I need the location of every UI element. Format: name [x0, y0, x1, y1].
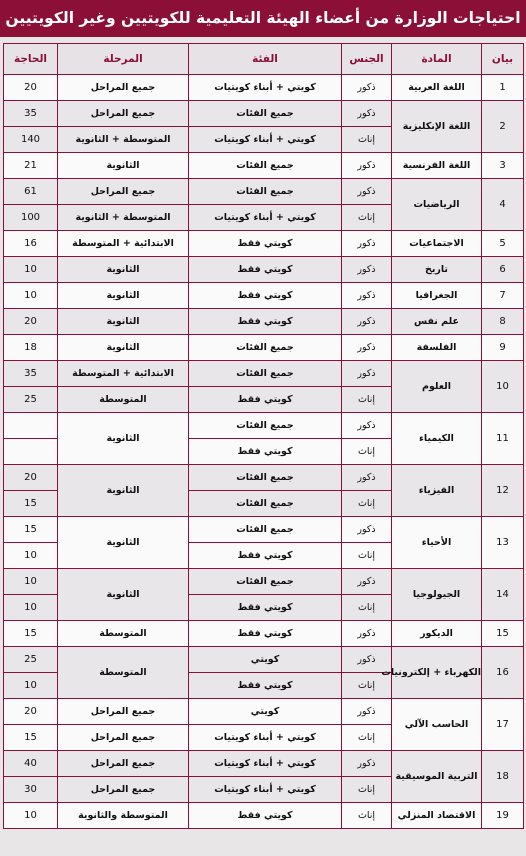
category-cell: جميع الفئات: [189, 335, 342, 361]
row-number: 11: [482, 413, 524, 465]
stage-cell: جميع المراحل: [58, 725, 189, 751]
table-row: [4, 517, 524, 543]
gender-cell: إناث: [342, 543, 392, 569]
table-row: [4, 335, 524, 361]
need-cell: 20: [4, 465, 58, 491]
need-cell: 35: [4, 101, 58, 127]
table-row: [4, 257, 524, 283]
need-cell: 25: [4, 387, 58, 413]
gender-cell: ذكور: [342, 699, 392, 725]
stage-cell: المتوسطة: [58, 621, 189, 647]
category-cell: كويتي فقط: [189, 543, 342, 569]
stage-cell: الثانوية: [58, 309, 189, 335]
need-cell: 10: [4, 595, 58, 621]
gender-cell: ذكور: [342, 621, 392, 647]
subject-cell: الجيولوجيا: [392, 569, 482, 621]
table-row: [4, 361, 524, 387]
table-row: [4, 75, 524, 101]
stage-cell: المتوسطة + الثانوية: [58, 205, 189, 231]
need-cell: 10: [4, 257, 58, 283]
need-cell: 15: [4, 725, 58, 751]
row-number: 9: [482, 335, 524, 361]
need-cell: 20: [4, 699, 58, 725]
table-row: [4, 309, 524, 335]
gender-cell: إناث: [342, 803, 392, 829]
need-cell: 100: [4, 205, 58, 231]
gender-cell: ذكور: [342, 517, 392, 543]
row-number: 13: [482, 517, 524, 569]
table-row: [4, 413, 524, 439]
gender-cell: ذكور: [342, 75, 392, 101]
subject-cell: الحاسب الآلي: [392, 699, 482, 751]
category-cell: جميع الفئات: [189, 465, 342, 491]
gender-cell: ذكور: [342, 361, 392, 387]
gender-cell: إناث: [342, 595, 392, 621]
need-cell: 10: [4, 673, 58, 699]
row-number: 6: [482, 257, 524, 283]
need-cell: [4, 413, 58, 439]
need-cell: 61: [4, 179, 58, 205]
row-number: 18: [482, 751, 524, 803]
gender-cell: إناث: [342, 777, 392, 803]
need-cell: 18: [4, 335, 58, 361]
need-cell: 15: [4, 621, 58, 647]
stage-cell: المتوسطة: [58, 647, 189, 699]
need-cell: 10: [4, 569, 58, 595]
subject-cell: الأحياء: [392, 517, 482, 569]
gender-cell: إناث: [342, 387, 392, 413]
need-cell: 35: [4, 361, 58, 387]
gender-cell: إناث: [342, 439, 392, 465]
category-cell: كويتي + أبناء كويتيات: [189, 75, 342, 101]
row-number: 19: [482, 803, 524, 829]
category-cell: كويتي فقط: [189, 803, 342, 829]
subject-cell: الرياضيات: [392, 179, 482, 231]
category-cell: كويتي فقط: [189, 309, 342, 335]
row-number: 15: [482, 621, 524, 647]
subject-cell: الكهرباء + إلكترونيات: [392, 647, 482, 699]
header-need: الحاجة: [4, 44, 58, 75]
need-cell: 10: [4, 283, 58, 309]
need-cell: 21: [4, 153, 58, 179]
gender-cell: ذكور: [342, 257, 392, 283]
gender-cell: ذكور: [342, 231, 392, 257]
table-row: [4, 179, 524, 205]
category-cell: كويتي + أبناء كويتيات: [189, 777, 342, 803]
need-cell: 15: [4, 517, 58, 543]
table-title: احتياجات الوزارة من أعضاء الهيئة التعليمية للكويتيين وغير الكويتيين: [0, 0, 526, 37]
need-cell: 10: [4, 803, 58, 829]
gender-cell: ذكور: [342, 647, 392, 673]
table-row: [4, 101, 524, 127]
stage-cell: الثانوية: [58, 413, 189, 465]
table-row: [4, 153, 524, 179]
table-row: [4, 699, 524, 725]
category-cell: كويتي فقط: [189, 283, 342, 309]
gender-cell: ذكور: [342, 179, 392, 205]
gender-cell: ذكور: [342, 335, 392, 361]
table-row: [4, 751, 524, 777]
subject-cell: الاجتماعيات: [392, 231, 482, 257]
needs-table: [3, 43, 524, 829]
need-cell: 15: [4, 491, 58, 517]
table-row: [4, 465, 524, 491]
subject-cell: الفلسفة: [392, 335, 482, 361]
gender-cell: ذكور: [342, 413, 392, 439]
table-row: [4, 621, 524, 647]
gender-cell: ذكور: [342, 153, 392, 179]
need-cell: 25: [4, 647, 58, 673]
gender-cell: ذكور: [342, 309, 392, 335]
subject-cell: علم نفس: [392, 309, 482, 335]
header-no: بيان: [482, 44, 524, 75]
need-cell: 30: [4, 777, 58, 803]
subject-cell: العلوم: [392, 361, 482, 413]
need-cell: [4, 439, 58, 465]
gender-cell: إناث: [342, 491, 392, 517]
header-stage: المرحلة: [58, 44, 189, 75]
category-cell: كويتي: [189, 647, 342, 673]
category-cell: كويتي + أبناء كويتيات: [189, 725, 342, 751]
category-cell: جميع الفئات: [189, 361, 342, 387]
table-row: [4, 283, 524, 309]
stage-cell: الابتدائية + المتوسطة: [58, 361, 189, 387]
row-number: 1: [482, 75, 524, 101]
row-number: 14: [482, 569, 524, 621]
category-cell: كويتي فقط: [189, 595, 342, 621]
stage-cell: الثانوية: [58, 465, 189, 517]
header-category: الفئة: [189, 44, 342, 75]
row-number: 2: [482, 101, 524, 153]
stage-cell: المتوسطة + الثانوية: [58, 127, 189, 153]
subject-cell: اللغة الإنكليزية: [392, 101, 482, 153]
need-cell: 10: [4, 543, 58, 569]
stage-cell: المتوسطة: [58, 387, 189, 413]
row-number: 7: [482, 283, 524, 309]
category-cell: جميع الفئات: [189, 517, 342, 543]
subject-cell: الكيمياء: [392, 413, 482, 465]
need-cell: 40: [4, 751, 58, 777]
row-number: 8: [482, 309, 524, 335]
category-cell: كويتي فقط: [189, 621, 342, 647]
subject-cell: اللغة الفرنسية: [392, 153, 482, 179]
category-cell: كويتي + أبناء كويتيات: [189, 751, 342, 777]
gender-cell: إناث: [342, 725, 392, 751]
stage-cell: الابتدائية + المتوسطة: [58, 231, 189, 257]
category-cell: جميع الفئات: [189, 101, 342, 127]
category-cell: جميع الفئات: [189, 153, 342, 179]
category-cell: جميع الفئات: [189, 569, 342, 595]
gender-cell: ذكور: [342, 465, 392, 491]
stage-cell: الثانوية: [58, 569, 189, 621]
stage-cell: جميع المراحل: [58, 699, 189, 725]
row-number: 17: [482, 699, 524, 751]
category-cell: كويتي + أبناء كويتيات: [189, 127, 342, 153]
table-row: [4, 569, 524, 595]
need-cell: 20: [4, 309, 58, 335]
header-subject: المادة: [392, 44, 482, 75]
row-number: 10: [482, 361, 524, 413]
row-number: 3: [482, 153, 524, 179]
table-row: [4, 231, 524, 257]
row-number: 16: [482, 647, 524, 699]
stage-cell: المتوسطة والثانوية: [58, 803, 189, 829]
gender-cell: إناث: [342, 673, 392, 699]
table-row: [4, 803, 524, 829]
gender-cell: ذكور: [342, 101, 392, 127]
stage-cell: الثانوية: [58, 153, 189, 179]
gender-cell: ذكور: [342, 569, 392, 595]
need-cell: 140: [4, 127, 58, 153]
table-row: [4, 647, 524, 673]
stage-cell: جميع المراحل: [58, 777, 189, 803]
subject-cell: الديكور: [392, 621, 482, 647]
stage-cell: الثانوية: [58, 283, 189, 309]
subject-cell: الفيزياء: [392, 465, 482, 517]
subject-cell: اللغة العربية: [392, 75, 482, 101]
category-cell: كويتي فقط: [189, 439, 342, 465]
header-row: [4, 44, 524, 75]
subject-cell: تاريخ: [392, 257, 482, 283]
subject-cell: الجغرافيا: [392, 283, 482, 309]
need-cell: 20: [4, 75, 58, 101]
row-number: 5: [482, 231, 524, 257]
subject-cell: التربية الموسيقية: [392, 751, 482, 803]
category-cell: كويتي فقط: [189, 673, 342, 699]
category-cell: جميع الفئات: [189, 179, 342, 205]
category-cell: كويتي فقط: [189, 257, 342, 283]
category-cell: كويتي: [189, 699, 342, 725]
stage-cell: جميع المراحل: [58, 751, 189, 777]
category-cell: كويتي فقط: [189, 231, 342, 257]
row-number: 4: [482, 179, 524, 231]
gender-cell: إناث: [342, 205, 392, 231]
stage-cell: الثانوية: [58, 517, 189, 569]
category-cell: كويتي + أبناء كويتيات: [189, 205, 342, 231]
stage-cell: الثانوية: [58, 335, 189, 361]
category-cell: جميع الفئات: [189, 413, 342, 439]
stage-cell: جميع المراحل: [58, 179, 189, 205]
gender-cell: ذكور: [342, 751, 392, 777]
stage-cell: الثانوية: [58, 257, 189, 283]
need-cell: 16: [4, 231, 58, 257]
gender-cell: ذكور: [342, 283, 392, 309]
stage-cell: جميع المراحل: [58, 75, 189, 101]
category-cell: كويتي فقط: [189, 387, 342, 413]
table-body: [4, 75, 524, 829]
gender-cell: إناث: [342, 127, 392, 153]
stage-cell: جميع المراحل: [58, 101, 189, 127]
subject-cell: الاقتصاد المنزلي: [392, 803, 482, 829]
row-number: 12: [482, 465, 524, 517]
category-cell: جميع الفئات: [189, 491, 342, 517]
header-gender: الجنس: [342, 44, 392, 75]
